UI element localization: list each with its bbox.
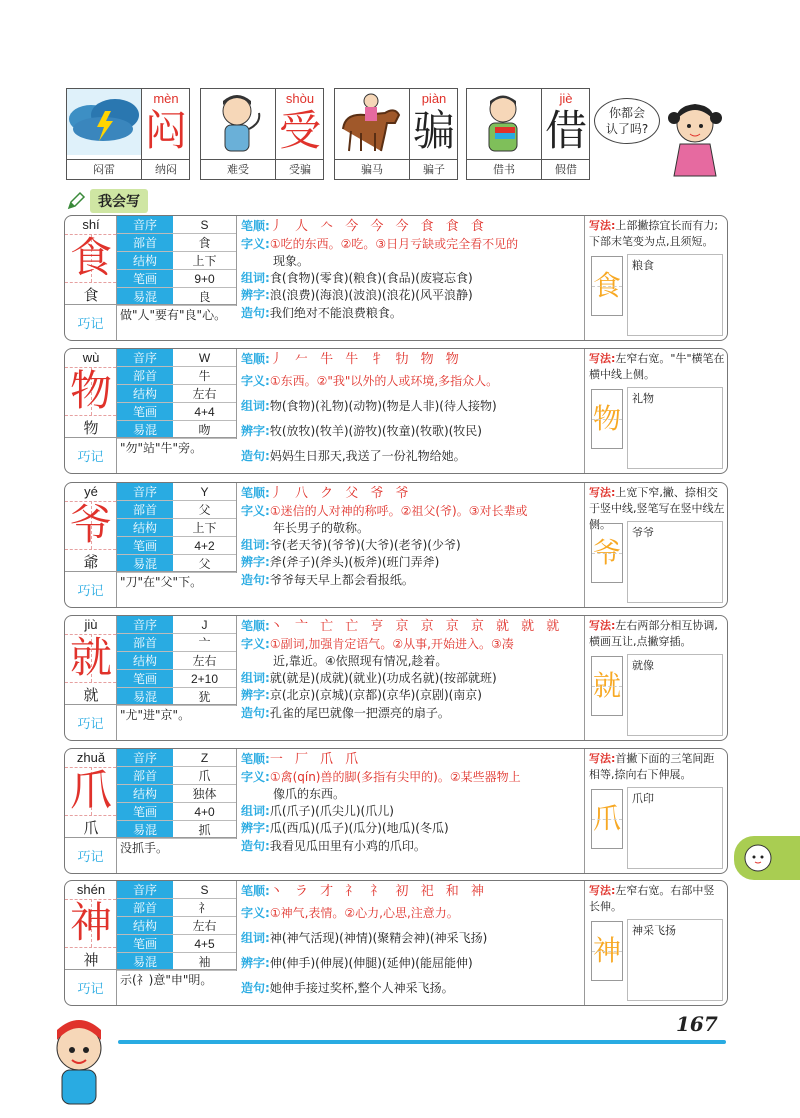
- tip-label: 巧记: [65, 838, 117, 873]
- radical-label: 部首: [117, 767, 173, 784]
- meaning-label: 字义:: [241, 770, 270, 784]
- illustration-label: 神采飞扬: [632, 924, 676, 937]
- grid-character: [591, 789, 623, 849]
- writing-guide: [585, 483, 727, 607]
- writing-guide: [585, 349, 727, 473]
- order-value: J: [201, 618, 208, 632]
- pencil-icon: [66, 191, 86, 211]
- distinguish-text: 瓜(西瓜)(瓜子)(瓜分)(地瓜)(冬瓜): [269, 821, 449, 835]
- radical-value: 亠: [198, 636, 211, 650]
- entry-details: [237, 616, 585, 740]
- tip-label: 巧记: [65, 705, 117, 740]
- confuse-value: 良: [198, 290, 211, 304]
- example-illustration: [627, 919, 723, 1001]
- memory-tip: [65, 969, 237, 1005]
- entry-pinyin: zhuǎ: [76, 750, 106, 765]
- order-label: 音序: [117, 616, 173, 633]
- tip-label: 巧记: [65, 970, 117, 1005]
- meaning-label: 字义:: [241, 637, 270, 651]
- thunder-cloud-image: [67, 89, 141, 155]
- sentence-text: 孔雀的尾巴就像一把漂亮的扇子。: [269, 706, 450, 720]
- bubble-line: 认了吗?: [605, 122, 649, 136]
- meaning-text-cont: 年长男子的敬称。: [273, 521, 370, 535]
- sentence-label: 造句:: [241, 306, 270, 320]
- words-text: 物(食物)(礼物)(动物)(物是人非)(待人接物): [269, 399, 497, 413]
- meaning-label: 字义:: [241, 374, 270, 388]
- stroke-sequence: 丿 人 𠆢 今 今 今 食 食 食: [269, 219, 488, 234]
- meaning-text-cont: 近,靠近。④依照现有情况,趁着。: [273, 654, 448, 668]
- grid-character-text: 就: [592, 669, 621, 702]
- sentence-text: 她伸手接过奖杯,整个人神采飞扬。: [269, 981, 454, 995]
- distinguish-text: 京(北京)(京城)(京都)(京华)(京剧)(南京): [269, 688, 482, 702]
- writing-text: 上宽下窄,撇、捺相交于竖中线,竖笔写在竖中线左侧。: [589, 486, 725, 531]
- card-caption: 纳闷: [155, 163, 177, 176]
- distinguish-text: 斧(斧子)(斧头)(板斧)(班门弄斧): [269, 555, 440, 569]
- structure-value: 独体: [192, 787, 217, 801]
- tip-text: 没抓手。: [120, 841, 169, 855]
- sentence-label: 造句:: [241, 449, 270, 463]
- distinguish-label: 辨字:: [241, 424, 270, 438]
- distinguish-label: 辨字:: [241, 821, 270, 835]
- entry-print-form: 物: [83, 419, 99, 437]
- distinguish-label: 辨字:: [241, 688, 270, 702]
- sentence-label: 造句:: [241, 981, 270, 995]
- confuse-value: 袖: [198, 955, 211, 969]
- example-illustration: [627, 654, 723, 736]
- meaning-label: 字义:: [241, 906, 270, 920]
- grid-character: [591, 656, 623, 716]
- writing-text: 上部撇捺宜长而有力;下部末笔变为点,且须短。: [589, 219, 719, 248]
- confuse-label: 易混: [117, 953, 173, 970]
- order-label: 音序: [117, 749, 173, 766]
- strokes-label: 笔画: [117, 670, 173, 687]
- sentence-label: 造句:: [241, 839, 270, 853]
- sentence-label: 造句:: [241, 706, 270, 720]
- meaning-text: ①神气,表情。②心力,心思,注意力。: [269, 906, 459, 920]
- character-properties: [117, 483, 237, 573]
- tip-text: "勿"站"牛"旁。: [120, 441, 203, 455]
- illustration-label: 爪印: [632, 792, 654, 805]
- order-label: 音序: [117, 881, 173, 898]
- entry-character: 物: [69, 366, 112, 415]
- grid-character: [591, 256, 623, 316]
- words-label: 组词:: [241, 271, 270, 285]
- card-caption: 受骗: [289, 163, 311, 176]
- grid-character-text: 物: [592, 402, 621, 435]
- meaning-text: ①禽(qín)兽的脚(多指有尖甲的)。②某些器物上: [269, 770, 521, 784]
- entry-character: 爷: [69, 500, 112, 549]
- words-text: 就(就是)(成就)(就业)(功成名就)(按部就班): [269, 671, 497, 685]
- distinguish-label: 辨字:: [241, 956, 270, 970]
- card-caption: 难受: [227, 163, 249, 176]
- writing-label: 写法:: [589, 352, 616, 365]
- entry-print-form: 就: [83, 686, 99, 704]
- sentence-text: 爷爷每天早上都会看报纸。: [269, 573, 414, 587]
- card-caption: 闷雷: [93, 163, 115, 176]
- stroke-sequence: 丶 亠 亡 亡 亨 京 京 京 京 就 就 就: [269, 619, 564, 634]
- radical-label: 部首: [117, 899, 173, 916]
- example-illustration: [627, 254, 723, 336]
- character-entry: [64, 482, 728, 608]
- words-text: 神(神气活现)(神情)(聚精会神)(神采飞扬): [269, 931, 488, 945]
- stroke-order-label: 笔顺:: [241, 884, 270, 898]
- entry-character: 爪: [69, 766, 112, 815]
- card-character: 受: [278, 106, 321, 155]
- entry-print-form: 食: [83, 286, 99, 304]
- entry-character: 食: [69, 233, 112, 282]
- structure-value: 上下: [192, 521, 217, 535]
- lamb-icon: [734, 836, 800, 880]
- radical-label: 部首: [117, 367, 173, 384]
- meaning-text-cont: 像爪的东西。: [273, 787, 346, 801]
- strokes-value: 4+4: [194, 405, 215, 419]
- example-illustration: [627, 787, 723, 869]
- distinguish-text: 牧(放牧)(牧羊)(游牧)(牧童)(牧歌)(牧民): [269, 424, 482, 438]
- character-properties: [117, 616, 237, 706]
- entry-pinyin: shén: [76, 882, 106, 897]
- bubble-line: 你都会: [608, 106, 645, 120]
- grid-character-text: 爷: [592, 536, 621, 569]
- entry-details: [237, 216, 585, 340]
- radical-label: 部首: [117, 501, 173, 518]
- structure-label: 结构: [117, 385, 173, 402]
- meaning-label: 字义:: [241, 237, 270, 251]
- boy-books-image: [467, 89, 541, 155]
- meaning-text-cont: 现象。: [273, 254, 310, 268]
- structure-label: 结构: [117, 519, 173, 536]
- writing-label: 写法:: [589, 219, 616, 232]
- writing-text: 左右两部分相互协调,横画互让,点撇穿插。: [589, 619, 718, 648]
- character-properties: [117, 749, 237, 839]
- strokes-value: 2+10: [190, 672, 219, 686]
- card-pinyin: jiè: [559, 91, 573, 106]
- writing-text: 左窄右宽。右部中竖长伸。: [589, 884, 715, 913]
- stroke-order-label: 笔顺:: [241, 619, 270, 633]
- order-label: 音序: [117, 216, 173, 233]
- card-character: 借: [544, 106, 587, 155]
- structure-value: 左右: [192, 387, 217, 401]
- illustration-label: 礼物: [632, 392, 654, 405]
- words-label: 组词:: [241, 399, 270, 413]
- words-text: 爷(老天爷)(爷爷)(大爷)(老爷)(少爷): [269, 538, 461, 552]
- character-entry: [64, 348, 728, 474]
- order-value: S: [200, 218, 209, 232]
- strokes-label: 笔画: [117, 403, 173, 420]
- confuse-value: 吻: [198, 423, 211, 437]
- stroke-order-label: 笔顺:: [241, 352, 270, 366]
- memory-tip: [65, 571, 237, 607]
- girl-illustration: [664, 96, 726, 180]
- order-value: W: [198, 351, 211, 365]
- stroke-sequence: 丶 ラ 才 礻 礻 初 祀 和 神: [269, 884, 488, 899]
- stroke-order-label: 笔顺:: [241, 752, 270, 766]
- structure-label: 结构: [117, 785, 173, 802]
- example-illustration: [627, 521, 723, 603]
- memory-tip: [65, 837, 237, 873]
- words-text: 食(食物)(零食)(粮食)(食品)(废寝忘食): [269, 271, 473, 285]
- meaning-text: ①东西。②"我"以外的人或环境,多指众人。: [269, 374, 499, 388]
- card-pinyin: piàn: [421, 91, 447, 106]
- writing-guide: [585, 216, 727, 340]
- mascot-illustration: [44, 1010, 114, 1110]
- radical-value: 父: [198, 503, 211, 517]
- radical-label: 部首: [117, 234, 173, 251]
- entry-pinyin: wù: [82, 350, 100, 365]
- stroke-sequence: 丿 𠂉 牛 牛 牜 牞 物 物: [269, 352, 463, 367]
- sick-boy-image: [201, 89, 275, 155]
- char-card: [334, 88, 458, 180]
- strokes-label: 笔画: [117, 803, 173, 820]
- tip-label: 巧记: [65, 572, 117, 607]
- meaning-label: 字义:: [241, 504, 270, 518]
- order-label: 音序: [117, 349, 173, 366]
- writing-label: 写法:: [589, 486, 616, 499]
- card-caption: 借书: [493, 163, 515, 176]
- strokes-value: 4+0: [194, 805, 215, 819]
- card-character: 骗: [412, 106, 455, 155]
- writing-guide: [585, 616, 727, 740]
- card-pinyin: shòu: [285, 91, 315, 106]
- strokes-value: 4+2: [194, 539, 215, 553]
- illustration-label: 爷爷: [632, 526, 654, 539]
- meaning-text: ①副词,加强肯定语气。②从事,开始进入。③凑: [269, 637, 514, 651]
- char-card: [66, 88, 190, 180]
- structure-label: 结构: [117, 917, 173, 934]
- card-caption: 骗马: [361, 163, 383, 176]
- radical-label: 部首: [117, 634, 173, 651]
- entry-pinyin: jiù: [84, 617, 98, 632]
- confuse-label: 易混: [117, 688, 173, 705]
- strokes-label: 笔画: [117, 537, 173, 554]
- strokes-label: 笔画: [117, 935, 173, 952]
- writing-label: 写法:: [589, 884, 616, 897]
- card-character: 闷: [144, 106, 187, 155]
- writing-label: 写法:: [589, 619, 616, 632]
- confuse-value: 犹: [198, 690, 211, 704]
- tip-text: 示(礻)意"申"明。: [120, 973, 213, 987]
- distinguish-text: 伸(伸手)(伸展)(伸腿)(延伸)(能屈能伸): [269, 956, 473, 970]
- sentence-text: 我看见瓜田里有小鸡的爪印。: [269, 839, 426, 853]
- page-number: 167: [676, 1012, 718, 1036]
- distinguish-text: 浪(浪费)(海浪)(波浪)(浪花)(风平浪静): [269, 288, 473, 302]
- entry-character: 就: [69, 633, 112, 682]
- meaning-text: ①吃的东西。②吃。③日月亏缺或完全看不见的: [269, 237, 519, 251]
- structure-value: 左右: [192, 654, 217, 668]
- writing-label: 写法:: [589, 752, 616, 765]
- words-label: 组词:: [241, 931, 270, 945]
- radical-value: 食: [198, 236, 211, 250]
- structure-value: 左右: [192, 919, 217, 933]
- confuse-value: 抓: [198, 823, 211, 837]
- entry-details: [237, 749, 585, 873]
- words-text: 爪(爪子)(爪尖儿)(爪儿): [269, 804, 394, 818]
- order-value: Y: [200, 485, 209, 499]
- section-header: [66, 189, 148, 213]
- words-label: 组词:: [241, 538, 270, 552]
- stroke-sequence: 一 厂 爪 爪: [269, 752, 363, 767]
- sentence-text: 我们绝对不能浪费粮食。: [269, 306, 402, 320]
- words-label: 组词:: [241, 671, 270, 685]
- entry-pinyin: shí: [82, 217, 100, 232]
- card-caption: 假借: [555, 163, 577, 176]
- char-card: [466, 88, 590, 180]
- tip-text: 做"人"要有"良"心。: [120, 308, 227, 322]
- footer-bar: [118, 1040, 726, 1044]
- character-entry: [64, 880, 728, 1006]
- stroke-order-label: 笔顺:: [241, 219, 270, 233]
- tip-label: 巧记: [65, 438, 117, 473]
- stroke-sequence: 丿 八 ク 父 爷 爷: [269, 486, 413, 501]
- writing-guide: [585, 749, 727, 873]
- structure-value: 上下: [192, 254, 217, 268]
- strokes-value: 9+0: [194, 272, 215, 286]
- grid-character: [591, 523, 623, 583]
- character-entry: [64, 748, 728, 874]
- illustration-label: 就像: [632, 659, 654, 672]
- card-pinyin: mèn: [153, 91, 179, 106]
- order-value: Z: [200, 751, 209, 765]
- grid-character-text: 食: [592, 269, 621, 302]
- tip-label: 巧记: [65, 305, 117, 340]
- confuse-label: 易混: [117, 288, 173, 305]
- words-label: 组词:: [241, 804, 270, 818]
- side-tab: [734, 836, 800, 880]
- memory-tip: [65, 437, 237, 473]
- tip-text: "尤"进"京"。: [120, 708, 191, 722]
- order-label: 音序: [117, 483, 173, 500]
- sentence-label: 造句:: [241, 573, 270, 587]
- speech-bubble: [594, 98, 660, 144]
- entry-details: [237, 483, 585, 607]
- entry-print-form: 爪: [83, 819, 99, 837]
- memory-tip: [65, 304, 237, 340]
- tip-text: "刀"在"父"下。: [120, 575, 203, 589]
- grid-character-text: 爪: [592, 802, 621, 835]
- meaning-text: ①迷信的人对神的称呼。②祖父(爷)。③对长辈或: [269, 504, 528, 518]
- confuse-value: 父: [198, 557, 211, 571]
- entry-details: [237, 349, 585, 473]
- character-properties: [117, 349, 237, 439]
- distinguish-label: 辨字:: [241, 555, 270, 569]
- strokes-label: 笔画: [117, 270, 173, 287]
- stroke-order-label: 笔顺:: [241, 486, 270, 500]
- confuse-label: 易混: [117, 821, 173, 838]
- order-value: S: [200, 883, 209, 897]
- structure-label: 结构: [117, 652, 173, 669]
- distinguish-label: 辨字:: [241, 288, 270, 302]
- strokes-value: 4+5: [194, 937, 215, 951]
- illustration-label: 粮食: [632, 259, 654, 272]
- character-properties: [117, 881, 237, 971]
- character-properties: [117, 216, 237, 306]
- grid-character: [591, 389, 623, 449]
- entry-print-form: 爺: [83, 553, 99, 571]
- memory-tip: [65, 704, 237, 740]
- radical-value: 礻: [198, 901, 211, 915]
- example-illustration: [627, 387, 723, 469]
- section-title: 我会写: [90, 189, 148, 213]
- grid-character-text: 神: [592, 934, 621, 967]
- entry-details: [237, 881, 585, 1005]
- char-card: [200, 88, 324, 180]
- card-caption: 骗子: [423, 163, 445, 176]
- character-entry: [64, 215, 728, 341]
- horse-rider-image: [335, 89, 409, 155]
- radical-value: 牛: [198, 369, 211, 383]
- entry-character: 神: [69, 898, 112, 947]
- grid-character: [591, 921, 623, 981]
- entry-pinyin: yé: [84, 484, 98, 499]
- entry-print-form: 神: [83, 951, 99, 969]
- confuse-label: 易混: [117, 421, 173, 438]
- sentence-text: 妈妈生日那天,我送了一份礼物给她。: [269, 449, 466, 463]
- radical-value: 爪: [198, 769, 211, 783]
- confuse-label: 易混: [117, 555, 173, 572]
- writing-text: 首撇下面的三笔间距相等,捺向右下伸展。: [589, 752, 715, 781]
- writing-guide: [585, 881, 727, 1005]
- structure-label: 结构: [117, 252, 173, 269]
- writing-text: 左窄右宽。"牛"横笔在横中线上侧。: [589, 352, 725, 381]
- character-entry: [64, 615, 728, 741]
